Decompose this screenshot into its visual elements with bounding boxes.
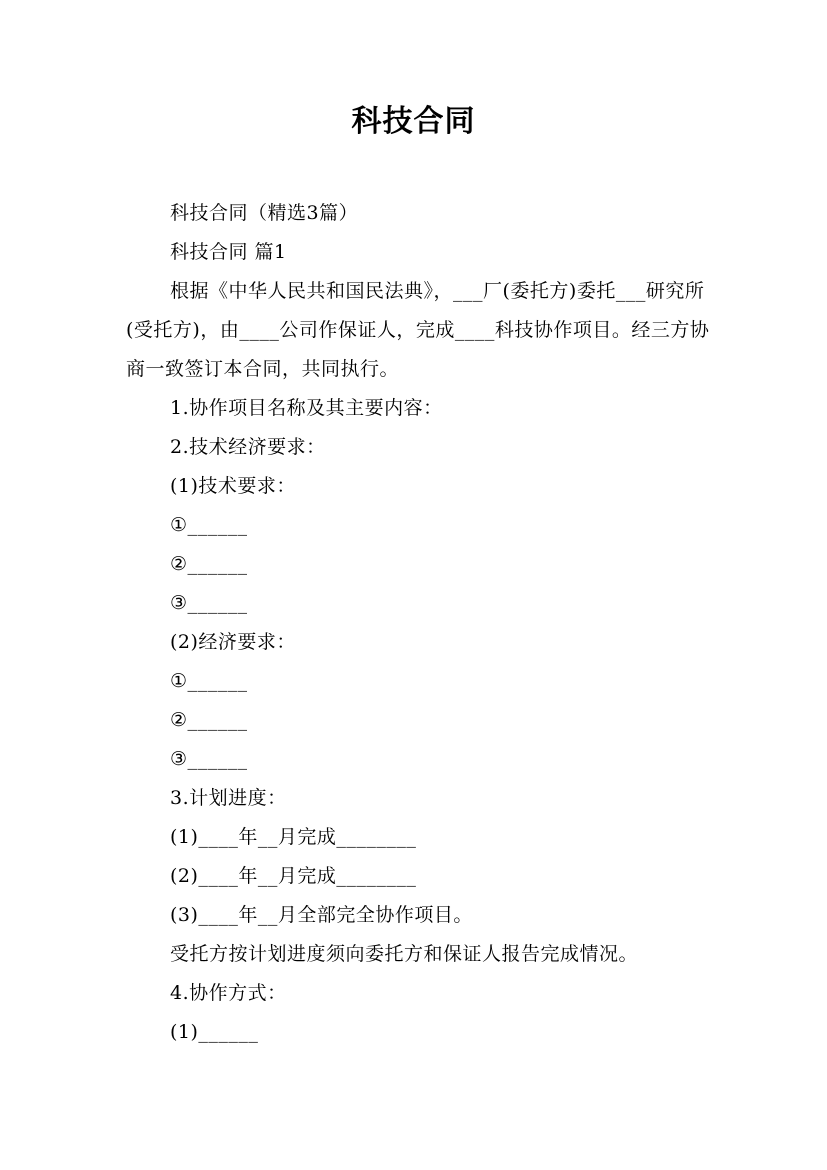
paragraph-blank-line: ②______ [170,553,248,575]
paragraph-item-3: 3.计划进度： [170,787,287,809]
paragraph-schedule-line: (2)____年__月完成________ [170,865,417,887]
paragraph-section-heading: 科技合同 篇1 [170,241,287,263]
paragraph-blank-line: ①______ [170,670,248,692]
paragraph-item-2-1: (1)技术要求： [170,475,296,497]
paragraph-schedule-line: (3)____年__月全部完全协作项目。 [170,904,473,926]
paragraph-report-note: 受托方按计划进度须向委托方和保证人报告完成情况。 [170,943,639,965]
paragraph-intro: 根据《中华人民共和国民法典》，___厂(委托方)委托___研究所(受托方)，由____公司作保证人，完成____科技协作项目。经三方协商一致签订本合同，共同执行。 [126,280,710,380]
paragraph-blank-line: ③______ [170,748,248,770]
paragraph-item-4: 4.协作方式： [170,982,287,1004]
paragraph-item-2-2: (2)经济要求： [170,631,296,653]
document-body [126,194,720,1052]
paragraph-subtitle: 科技合同（精选3篇） [170,202,359,224]
paragraph-blank-line: ②______ [170,709,248,731]
paragraph-blank-line: ①______ [170,514,248,536]
paragraph-item-1: 1.协作项目名称及其主要内容： [170,397,443,419]
paragraph-item-2: 2.技术经济要求： [170,436,326,458]
paragraph-blank-line: ③______ [170,592,248,614]
document-title: 科技合同 [351,104,476,139]
paragraph-schedule-line: (1)____年__月完成________ [170,826,417,848]
paragraph-blank-line: (1)______ [170,1021,259,1043]
